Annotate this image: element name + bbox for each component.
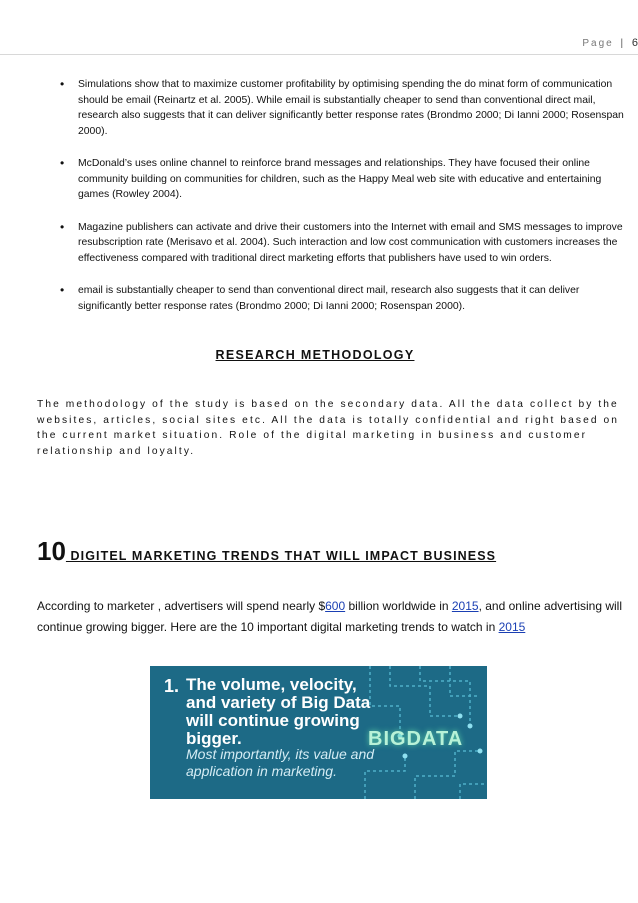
trends-intro [37,596,637,638]
bullet-text: email is substantially cheaper to send than conventional direct mail, research also suggests that it can deliver significantly better response rates (Brondmo 2000; Di Ianni 2000; Rosenspan 2000). [78,285,580,312]
page-label: Page [582,38,614,49]
header-divider [0,54,638,55]
research-heading [0,348,638,362]
bullet-icon: • [60,219,65,234]
trends-title: DIGITEL MARKETING TRENDS THAT WILL IMPACT BUSINESS [65,549,497,563]
bullet-list [60,77,635,331]
page-number: 6 [631,37,638,49]
research-body: The methodology of the study is based on the secondary data. All the data collect by the websites, articles, social sites etc. All the data is totally confidential and right based on the current market situation. Role of the digital marketing in business and customer relationship and loyalty. [37,399,620,457]
bullet-icon: • [60,283,65,297]
bullet-icon: • [60,77,65,91]
bullet-text: McDonald’s uses online channel to reinforce brand messages and relationships. They have focused their online community building on communities for children, such as the Happy Meal web site with educative and entertaining games (Rowley 2004). [78,158,602,200]
intro-text-1: According to marketer , advertisers will spend nearly $ [37,599,326,613]
link-600[interactable]: 600 [325,599,346,613]
big-data-banner [150,666,487,799]
trends-number: 10 [37,536,66,566]
page-header [582,37,638,55]
bullet-item [60,220,635,267]
link-2015-second[interactable]: 2015 [498,620,526,634]
trends-heading [37,536,637,567]
banner-number: 1. [164,676,180,696]
page-separator: | [620,38,626,49]
intro-text-2: billion worldwide in [345,599,452,613]
research-heading-text: RESEARCH METHODOLOGY [215,348,415,362]
bullet-icon: • [60,156,65,170]
intro-text-3: , and online advertising will continue growing bigger. Here are the 10 important digital marketing trends to watch in [37,599,622,634]
big-data-logo: BIGDATA [368,728,464,750]
bullet-text: Simulations show that to maximize customer profitability by optimising spending the do minat form of communication should be email (Reinartz et al. 2005). While email is substantially cheaper to send than conventional direct mail, research also suggests that it can deliver significantly better response rates (Brondmo 2000; Di Ianni 2000; Rosenspan 2000). [78,79,624,137]
banner-headline: The volume, velocity, and variety of Big Data will continue growing bigger. [186,675,371,748]
banner-subline: Most importantly, its value and application in marketing. [186,746,375,779]
bullet-item [60,77,635,139]
bullet-text: Magazine publishers can activate and drive their customers into the Internet with email and SMS messages to improve resubscription rate (Merisavo et al. 2004). Such interaction and low cost communication with customers increases the effectiveness compared with traditional direct marketing efforts that publishers have used to win orders. [78,221,623,264]
bullet-item [60,283,635,314]
link-2015-first[interactable]: 2015 [451,599,479,613]
bullet-item [60,156,635,203]
